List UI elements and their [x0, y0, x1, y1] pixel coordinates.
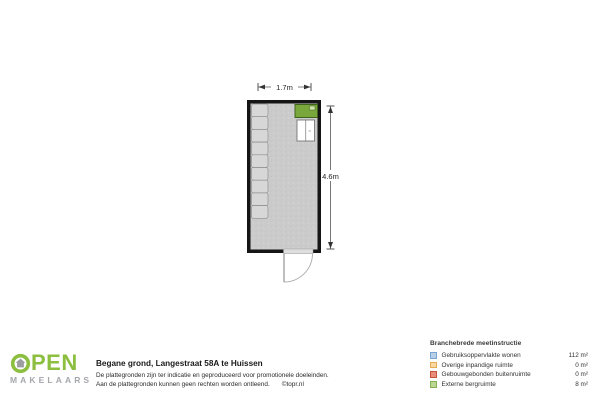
legend-row-inpandig	[430, 360, 588, 370]
legend-title: Branchebrede meetinstructie	[430, 340, 522, 347]
legend-row-wonen	[430, 351, 588, 361]
cabinet	[297, 120, 315, 141]
logo-word: PEN	[31, 350, 78, 375]
legend-value: 0 m²	[575, 361, 588, 369]
door-threshold	[284, 249, 314, 254]
legend-label: Overige inpandige ruimte	[441, 361, 513, 369]
width-dimension-label: 1.7m	[276, 83, 293, 92]
stairs	[252, 104, 269, 218]
legend-value: 8 m²	[575, 380, 588, 388]
title-block	[96, 359, 396, 389]
logo-subtitle: MAKELAARS	[10, 375, 93, 385]
legend	[430, 340, 588, 389]
legend-label: Externe bergruimte	[441, 380, 496, 388]
house-icon	[16, 358, 26, 367]
legend-swatch-red	[430, 371, 437, 378]
height-dimension-label: 4.6m	[322, 172, 339, 181]
legend-swatch-blue	[430, 352, 437, 359]
height-dimension	[321, 106, 340, 249]
width-dimension	[258, 82, 311, 93]
page-title: Begane grond, Langestraat 58A te Huissen	[96, 359, 263, 368]
logo-o-house-icon	[10, 353, 31, 374]
legend-swatch-orange	[430, 362, 437, 369]
legend-label: Gebouwgebonden buitenruimte	[441, 371, 531, 379]
legend-row-bergruimte	[430, 380, 588, 390]
legend-swatch-green	[430, 381, 437, 388]
door	[284, 249, 314, 282]
legend-value: 112 m²	[568, 351, 588, 359]
footer	[0, 340, 600, 400]
disclaimer-line-1: De plattegronden zijn ter indicatie en geproduceerd voor promotionele doeleinden.	[96, 371, 329, 379]
disclaimer-line-2: Aan de plattegronden kunnen geen rechten worden ontleend.	[96, 380, 270, 388]
open-makelaars-logo	[10, 350, 93, 385]
sink	[310, 106, 316, 110]
kitchen-counter	[295, 105, 318, 118]
legend-label: Gebruiksoppervlakte wonen	[441, 351, 521, 359]
legend-value: 0 m²	[575, 371, 588, 379]
copyright: ©topr.nl	[281, 380, 304, 388]
legend-row-buitenruimte	[430, 370, 588, 380]
